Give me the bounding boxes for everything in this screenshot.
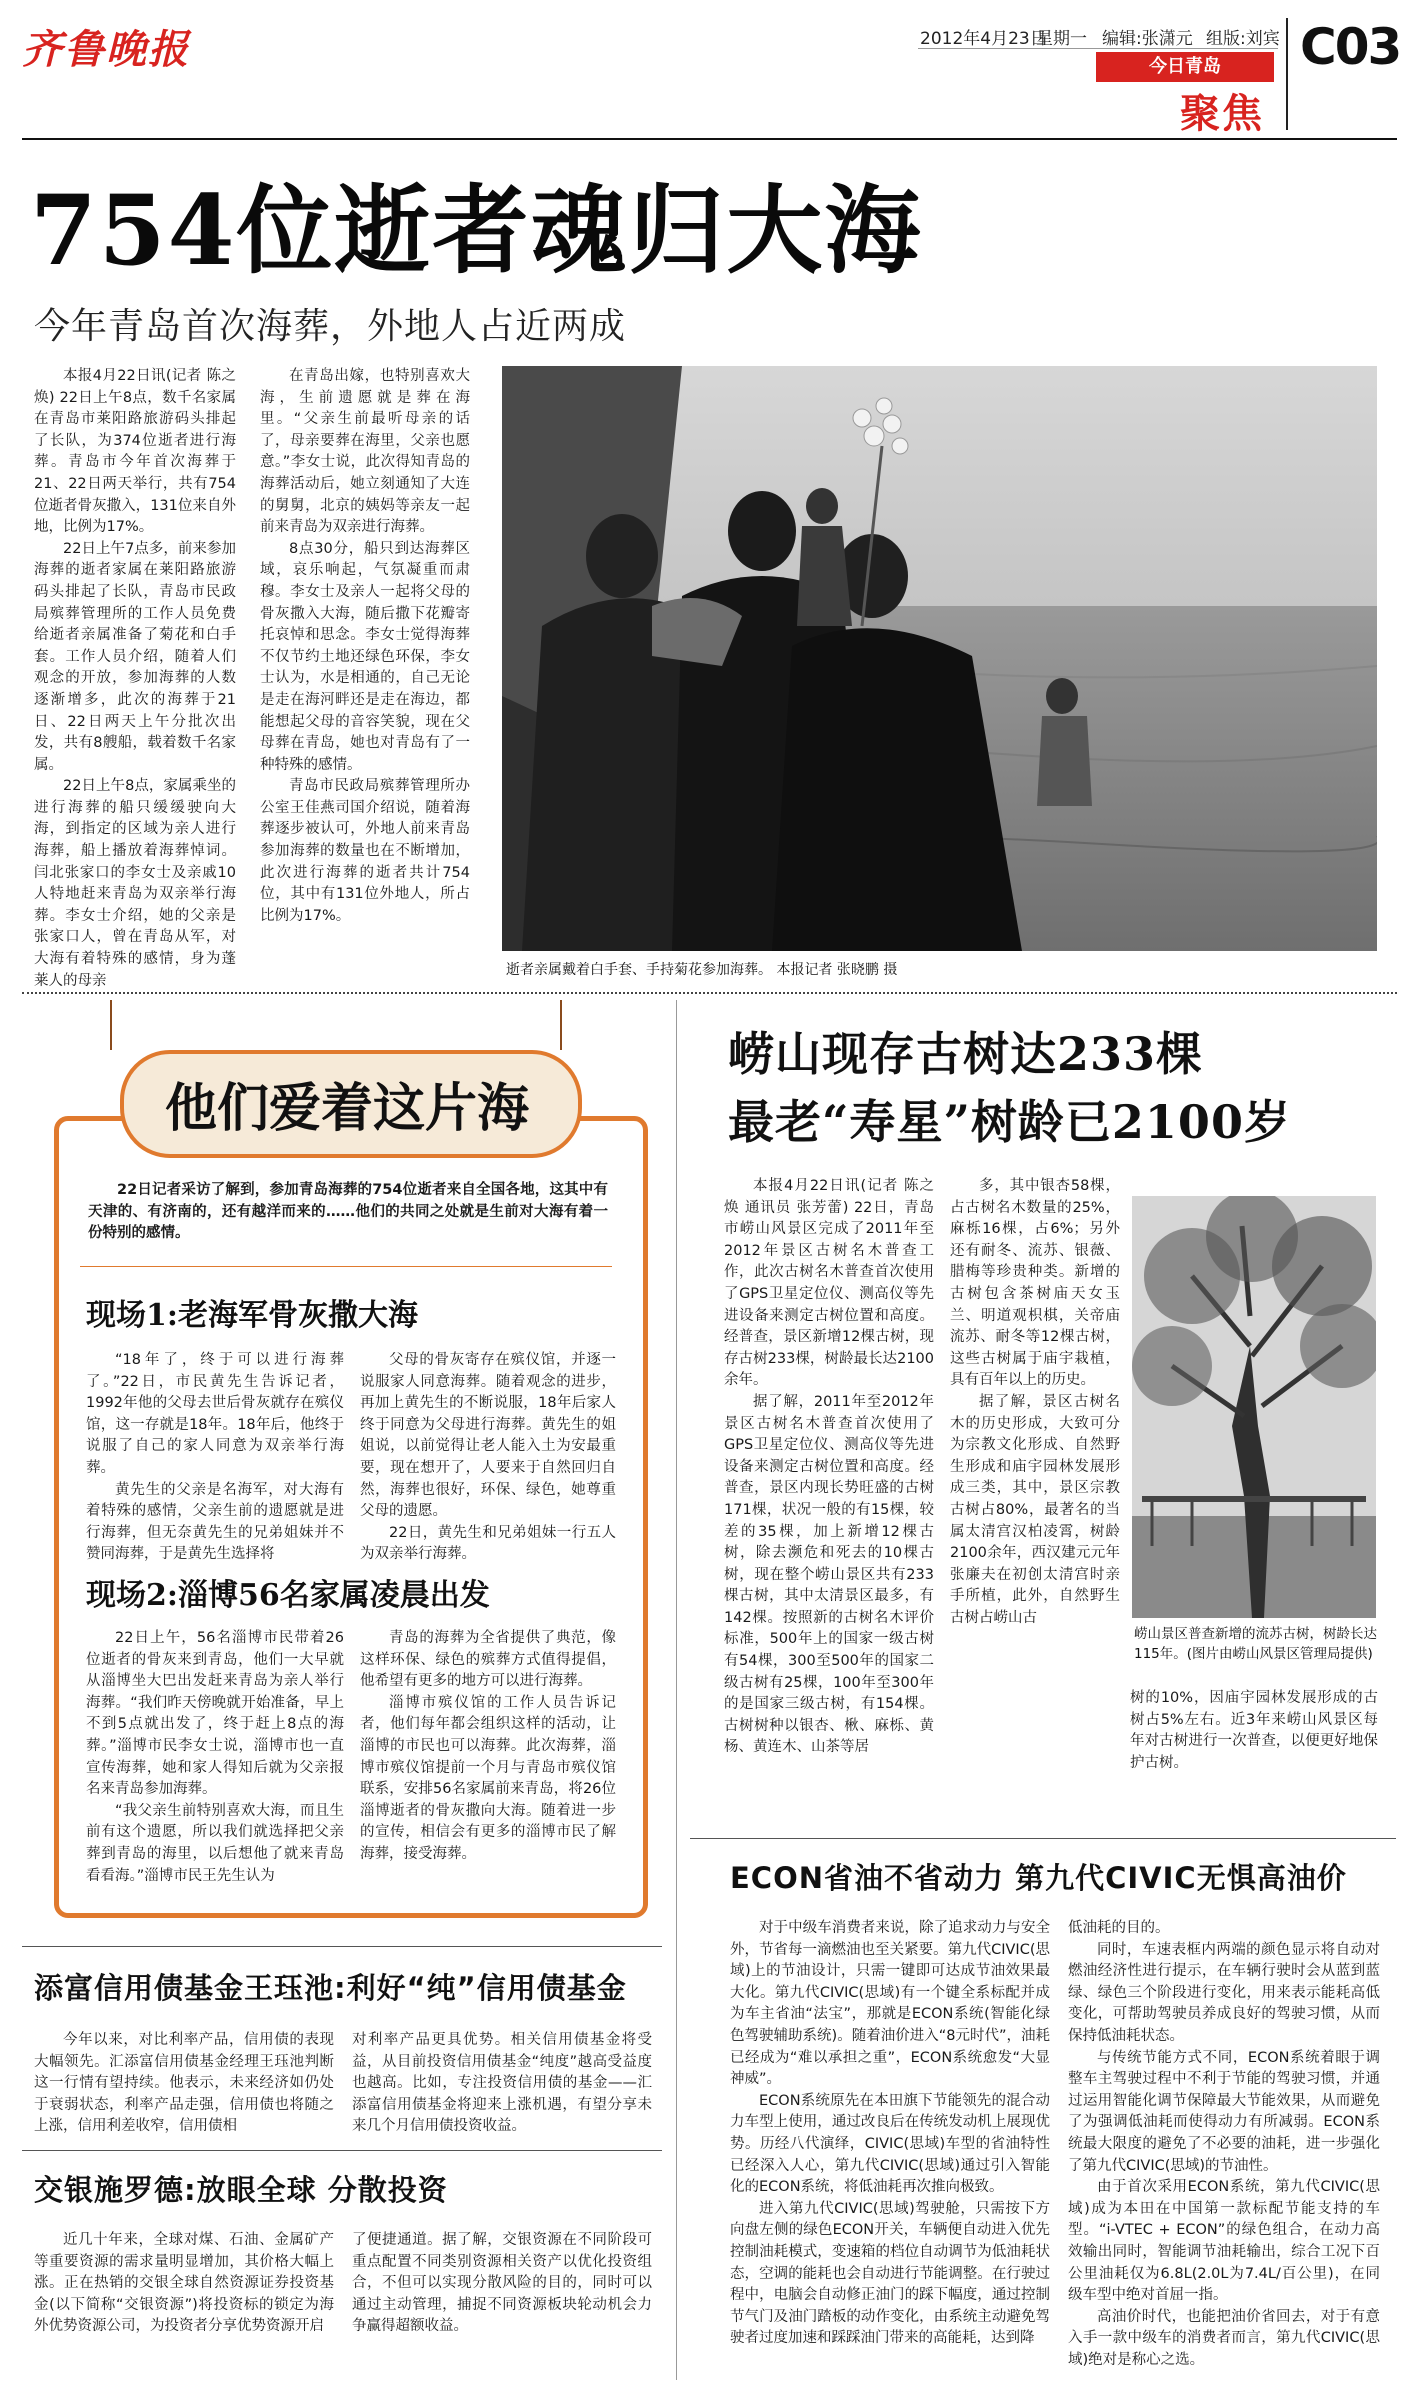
scene1-heading: 现场1:老海军骨灰撒大海 xyxy=(86,1298,418,1333)
section-title: 聚焦 xyxy=(1180,90,1264,137)
feature-title: 他们爱着这片海 xyxy=(164,1078,529,1139)
trees-headline-2: 最老“寿星”树龄已2100岁 xyxy=(728,1095,1291,1149)
fund-paragraph: 今年以来，对比利率产品，信用债的表现大幅领先。汇添富信用债基金经理王珏池判断这一行情有望持续。他表示，未来经济如仍处于衰弱状态，利率产品走强，信用债也将随之上涨，信用利差收窄，信用债相 xyxy=(34,2032,334,2135)
feature-intro xyxy=(88,1180,608,1245)
layout-credit: 组版:刘宾 xyxy=(1206,29,1280,49)
scene1-paragraph: “18年了，终于可以进行海葬了。”22日，市民黄先生告诉记者，1992年他的父母去世后骨灰就存在殡仪馆，这一存就是18年。18年后，他终于说服了自己的家人同意为双亲举行海葬。 xyxy=(86,1352,344,1476)
column-divider xyxy=(676,1000,677,2380)
section-divider xyxy=(22,2150,662,2151)
bocom-column-2 xyxy=(352,2230,652,2338)
trees-photo-caption: 崂山景区普查新增的流苏古树，树龄长达115年。(图片由崂山风景区管理局提供) xyxy=(1134,1626,1377,1662)
lead-paragraph: 8点30分，船只到达海葬区域，哀乐响起，气氛凝重而肃穆。李女士及亲人一起将父母的骨灰撒入大海，随后撒下花瓣寄托哀悼和思念。李女士觉得海葬不仅节约土地还绿色环保，李女士认为，水是相通的，自己无论是走在海河畔还是走在海边，都能想起父母的音容笑貌，现在父母葬在青岛，她也对青岛有了一种特殊的感情。 xyxy=(260,540,470,773)
lead-column-1 xyxy=(34,366,236,992)
feature-intro-rule xyxy=(80,1266,612,1267)
fund-headline: 添富信用债基金王珏池:利好“纯”信用债基金 xyxy=(34,1971,627,2005)
econ-paragraph: 进入第九代CIVIC(思域)驾驶舱，只需按下方向盘左侧的绿色ECON开关，车辆便自动进入优先控制油耗模式，变速箱的档位自动调节为低油耗状态，空调的能耗也会自动进行节能调整。在行驶过程中，电脑会自动修正油门的踩下幅度，通过控制节气门及油门踏板的动作变化，由系统主动避免驾驶者过度加速和踩踩油门带来的高能耗，达到降 xyxy=(730,2200,1050,2347)
masthead-divider xyxy=(1286,18,1288,130)
lead-paragraph: 22日上午8点，家属乘坐的进行海葬的船只缓缓驶向大海，到指定的区域为亲人进行海葬，船上播放着海葬悼词。闫北张家口的李女士及亲戚10人特地赶来青岛为双亲举行海葬。李女士介绍，她的父亲是张家口人，曾在青岛从军，对大海有着特殊的感情，身为蓬莱人的母亲 xyxy=(34,778,236,989)
scene2-paragraph: “我父亲生前特别喜欢大海，而且生前有这个遗愿，所以我们就选择把父亲葬到青岛的海里，以后想他了就来青岛看看海。”淄博市民王先生认为 xyxy=(86,1802,344,1884)
trees-paragraph: 据了解，景区古树名木的历史形成，大致可分为宗教文化形成、自然野生形成和庙宇园林发展形成三类，其中，景区宗教古树占80%，最著名的当属太清宫汉柏凌霄，树龄2100余年，西汉建元元年张廉夫在初创太清宫时亲手所植，此外，自然野生古树占崂山古 xyxy=(950,1393,1120,1626)
econ-paragraph: ECON系统原先在本田旗下节能领先的混合动力车型上使用，通过改良后在传统发动机上展现优势。历经八代演绎，CIVIC(思域)车型的省油特性已经深入人心，第九代CIVIC(思域)通过引入智能化的ECON系统，将低油耗再次推向极致。 xyxy=(730,2092,1050,2196)
scene2-heading: 现场2:淄博56名家属凌晨出发 xyxy=(86,1578,490,1613)
fund-paragraph: 对利率产品更具优势。相关信用债基金将受益，从目前投资信用债基金“纯度”越高受益度也越高。比如，专注投资信用债的基金——汇添富信用债基金将迎来上涨机遇，有望分享未来几个月信用债投资收益。 xyxy=(352,2032,652,2135)
issue-date: 2012年4月23日 xyxy=(920,29,1047,49)
ancient-tree-photo xyxy=(1132,1196,1376,1618)
econ-paragraph: 高油价时代，也能把油价省回去，对于有意入手一款中级车的消费者而言，第九代CIVIC(思域)绝对是称心之选。 xyxy=(1068,2308,1380,2368)
lead-subhead: 今年青岛首次海葬，外地人占近两成 xyxy=(34,306,627,347)
masthead-rule xyxy=(918,48,1278,49)
econ-paragraph: 同时，车速表框内两端的颜色显示将自动对燃油经济性进行提示，在车辆行驶时会从蓝到蓝绿、绿色三个阶段进行变化，用来表示能耗高低变化，可帮助驾驶员养成良好的驾驶习惯，从而保持低油耗状态。 xyxy=(1068,1941,1380,2044)
trees-paragraph: 据了解，2011年至2012年景区古树名木普查首次使用了GPS卫星定位仪、测高仪等先进设备来测定古树位置和高度。经普查，景区内现长势旺盛的古树171棵，状况一般的有15棵，较差的35棵，加上新增12棵古树，除去濒危和死去的10棵古树，现在整个崂山景区共有233棵古树，其中太清景区最多，有142棵。按照新的古树名木评价标准，500年上的国家一级古树有54棵，300至500年的国家二级古树有25棵，100年至300年的是国家三级古树，有154棵。古树树种以银杏、楸、麻栎、黄杨、黄连木、山茶等居 xyxy=(724,1393,934,1756)
masthead-bottom-rule xyxy=(22,138,1397,140)
scene2-paragraph: 淄博市殡仪馆的工作人员告诉记者，他们每年都会组织这样的活动，让淄博的市民也可以海葬。此次海葬，淄博市殡仪馆提前一个月与青岛市殡仪馆联系，安排56名家属前来青岛，将26位淄博逝者的骨灰撒向大海。随着进一步的宣传，相信会有更多的淄博市民了解海葬，接受海葬。 xyxy=(360,1694,616,1862)
lead-headline: 754位逝者魂归大海 xyxy=(30,174,923,287)
scene1-paragraph: 黄先生的父亲是名海军，对大海有着特殊的感情，父亲生前的遗愿就是进行海葬，但无奈黄先生的兄弟姐妹并不赞同海葬，于是黄先生选择将 xyxy=(86,1481,344,1563)
econ-column-1 xyxy=(730,1918,1050,2350)
econ-headline: ECON省油不省动力 第九代CIVIC无惧高油价 xyxy=(730,1861,1347,1895)
fund-column-1 xyxy=(34,2030,334,2138)
econ-paragraph: 由于首次采用ECON系统，第九代CIVIC(思域)成为本田在中国第一款标配节能支持的车型。“i-VTEC + ECON”的绿色组合，在动力高效输出同时，智能调节油耗输出，综合工况下百公里油耗仅为6.8L(2.0L为7.4L/百公里)，在同级车型中绝对首屈一指。 xyxy=(1068,2179,1380,2304)
trees-headline-1: 崂山现存古树达233棵 xyxy=(728,1027,1204,1081)
editor-credit: 编辑:张潇元 xyxy=(1102,29,1193,49)
sea-burial-photo-art xyxy=(502,366,1377,951)
section-divider xyxy=(22,992,1397,994)
econ-paragraph: 与传统节能方式不同，ECON系统着眼于调整车主驾驶过程中不利于节能的驾驶习惯，并通过运用智能化调节保障最大节能效果，从而避免了为强调低油耗而使得动力有所减弱。ECON系统最大限度的避免了不必要的油耗，进一步强化了第九代CIVIC(思域)的节油性。 xyxy=(1068,2049,1380,2174)
section-divider xyxy=(690,1838,1396,1839)
trees-paragraph: 树的10%，因庙宇园林发展形成的古树占5%左右。近3年来崂山风景区每年对古树进行一次普查，以便更好地保护古树。 xyxy=(1130,1690,1378,1771)
lead-paragraph: 22日上午7点多，前来参加海葬的逝者家属在莱阳路旅游码头排起了长队，青岛市民政局殡葬管理所的工作人员免费给逝者亲属准备了菊花和白手套。工作人员介绍，随着人们观念的开放，参加海葬的人数逐渐增多，此次的海葬于21日、22日两天上午分批次出发，共有8艘船，载着数千名家属。 xyxy=(34,540,236,773)
scene1-paragraph: 父母的骨灰寄存在殡仪馆，并逐一说服家人同意海葬。随着观念的进步，再加上黄先生的不断说服，18年后家人终于同意为父母进行海葬。黄先生的姐姐说，以前觉得让老人能入土为安最重要，现在想开了，人要来于自然回归自然，海葬也很好，环保、绿色，她尊重父母的遗愿。 xyxy=(360,1352,616,1520)
section-badge: 今日青岛 xyxy=(1096,52,1274,82)
scene2-column-2 xyxy=(360,1628,616,1866)
econ-paragraph: 对于中级车消费者来说，除了追求动力与安全外，节省每一滴燃油也至关紧要。第九代CIVIC(思域)上的节油设计，只需一键即可达成节油效果最大化。第九代CIVIC(思域)有一个键全系标配并成为车主省油“法宝”，那就是ECON系统(智能化绿色驾驶辅助系统)。随着油价进入“8元时代”，油耗已经成为“难以承担之重”，ECON系统愈发“大显神威”。 xyxy=(730,1920,1050,2088)
trees-paragraph: 本报4月22日讯(记者 陈之焕 通讯员 张芳蕾) 22日，青岛市崂山风景区完成了2011年至2012年景区古树名木普查工作，此次古树名木普查首次使用了GPS卫星定位仪、测高仪等先进设备来测定古树位置和高度。经普查，景区新增12棵古树，现存古树233棵，树龄最长达2100余年。 xyxy=(724,1178,934,1389)
scene2-paragraph: 青岛的海葬为全省提供了典范，像这样环保、绿色的殡葬方式值得提倡，他希望有更多的地方可以进行海葬。 xyxy=(360,1630,616,1690)
econ-paragraph: 低油耗的目的。 xyxy=(1068,1920,1170,1936)
bocom-paragraph: 了便捷通道。据了解，交银资源在不同阶段可重点配置不同类别资源相关资产以优化投资组合，不但可以实现分散风险的目的，同时可以通过主动管理，捕捉不同资源板块轮动机会力争赢得超额收益。 xyxy=(352,2232,652,2335)
lead-paragraph: 青岛市民政局殡葬管理所办公室王佳燕司国介绍说，随着海葬逐步被认可，外地人前来青岛参加海葬的数量也在不断增加，此次进行海葬的逝者共计754位，其中有131位外地人，所占比例为17%。 xyxy=(260,778,470,924)
bocom-column-1 xyxy=(34,2230,334,2338)
scene1-column-2 xyxy=(360,1350,616,1566)
sea-burial-photo xyxy=(502,366,1377,951)
newspaper-logo: 齐鲁晚报 xyxy=(22,26,190,73)
econ-column-2 xyxy=(1068,1918,1380,2371)
lead-paragraph: 在青岛出嫁，也特别喜欢大海，生前遗愿就是葬在海里。“父亲生前最听母亲的话了，母亲要葬在海里，父亲也愿意。”李女士说，此次得知青岛的海葬活动后，她立刻通知了大连的舅舅，北京的姨妈等亲友一起前来青岛为双亲进行海葬。 xyxy=(260,368,470,536)
section-divider xyxy=(22,1946,662,1947)
feature-intro-text: 22日记者采访了解到，参加青岛海葬的754位逝者来自全国各地，这其中有天津的、有济南的，还有越洋而来的……他们的共同之处就是生前对大海有着一份特别的感情。 xyxy=(88,1182,608,1242)
issue-weekday: 星期一 xyxy=(1036,29,1087,49)
hanging-string-left xyxy=(110,1000,112,1050)
scene1-paragraph: 22日，黄先生和兄弟姐妹一行五人为双亲举行海葬。 xyxy=(360,1524,616,1563)
bocom-headline: 交银施罗德:放眼全球 分散投资 xyxy=(34,2173,448,2207)
lead-column-2 xyxy=(260,366,470,927)
trees-column-2 xyxy=(950,1176,1120,1629)
scene2-paragraph: 22日上午，56名淄博市民带着26位逝者的骨灰来到青岛，他们一大早就从淄博坐大巴出发赶来青岛为亲人举行海葬。“我们昨天傍晚就开始准备，早上不到5点就出发了，终于赶上8点的海葬。”淄博市民李女士说，淄博市也一直宣传海葬，她和家人得知后就为父亲报名来青岛参加海葬。 xyxy=(86,1630,344,1798)
scene1-column-1 xyxy=(86,1350,344,1566)
lead-photo-caption: 逝者亲属戴着白手套、手持菊花参加海葬。 本报记者 张晓鹏 摄 xyxy=(506,962,898,978)
fund-column-2 xyxy=(352,2030,652,2138)
scene2-column-1 xyxy=(86,1628,344,1887)
trees-column-3 xyxy=(1130,1688,1378,1774)
ancient-tree-photo-art xyxy=(1132,1196,1376,1618)
bocom-paragraph: 近几十年来，全球对煤、石油、金属矿产等重要资源的需求量明显增加，其价格大幅上涨。正在热销的交银全球自然资源证券投资基金(以下简称“交银资源”)将投资标的锁定为海外优势资源公司，为投资者分享优势资源开启 xyxy=(34,2232,334,2335)
lead-paragraph: 本报4月22日讯(记者 陈之焕) 22日上午8点，数千名家属在青岛市莱阳路旅游码头排起了长队，为374位逝者进行海葬。青岛市今年首次海葬于21、22日两天举行，共有754位逝者骨灰撒入，131位来自外地，比例为17%。 xyxy=(34,368,236,536)
page-number: C03 xyxy=(1300,18,1401,76)
trees-paragraph: 多，其中银杏58棵，占古树名木数量的25%，麻栎16棵，占6%；另外还有耐冬、流苏、银薇、腊梅等珍贵种类。新增的古树包含茶树庙天女玉兰、明道观枳棋，关帝庙流苏、耐冬等12棵古树，这些古树属于庙宇栽植，具有百年以上的历史。 xyxy=(950,1178,1120,1389)
hanging-string-right xyxy=(560,1000,562,1050)
trees-column-1 xyxy=(724,1176,934,1759)
